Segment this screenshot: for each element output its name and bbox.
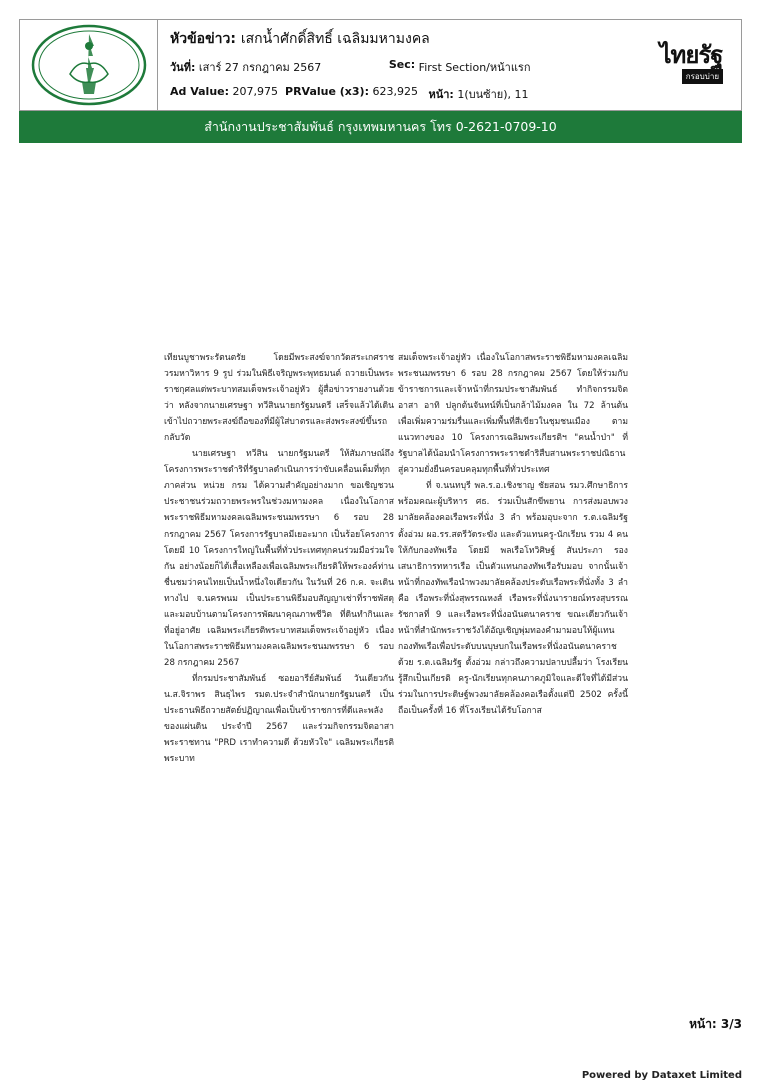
article-column-left (164, 350, 394, 767)
paragraph: นายเศรษฐา ทวีสิน นายกรัฐมนตรี ให้สัมภาษณ์ถึงโครงการพระราชดำริที่รัฐบาลดำเนินการว่าขับเคลื่อนเต็มที่ทุกภาคส่วน หน่วย กรม ได้ความสำคัญอย่างมาก ขอเชิญชวนประชาชนร่วมถวายพระพรในช่วงมหามงคล เนื่องในโอกาสพระราชพิธีมหามงคลเฉลิมพระชนมพรรษา 6 รอบ 28 กรกฎาคม 2567 โครงการรัฐบาลมีเยอะมาก เป็นร้อยโครงการ โดยมี 10 โครงการใหญ่ในพื้นที่ทั่วประเทศทุกคนร่วมมือร่วมใจกัน อย่างน้อยก็ได้เสื้อเหลืองเพื่อเฉลิมพระเกียรติให้พระองค์ท่าน ชื่นชมว่าคนไทยเป็นน้ำหนึ่งใจเดียวกัน ในวันที่ 26 ก.ค. จะเดินทางไป จ.นครพนม เป็นประธานพิธีมอบสัญญาเช่าที่ราชพัสดุและมอบบ้านตามโครงการพัฒนาคุณภาพชีวิต ที่ดินทำกินและที่อยู่อาศัย เฉลิมพระเกียรติพระบาทสมเด็จพระเจ้าอยู่หัว เนื่องในโอกาสพระราชพิธีมหามงคลเฉลิมพระชนมพรรษา 6 รอบ 28 กรกฎาคม 2567 (164, 449, 394, 668)
news-date: เสาร์ 27 กรกฎาคม 2567 (198, 61, 322, 74)
pr-value: 623,925 (372, 85, 418, 98)
paragraph: สมเด็จพระเจ้าอยู่หัว เนื่องในโอกาสพระราชพิธีมหามงคลเฉลิมพระชนมพรรษา 6 รอบ 28 กรกฎาคม 2567 โดยให้ร่วมกับข้าราชการและเจ้าหน้าที่กรมประชาสัมพันธ์ ทำกิจกรรมจิตอาสา อาทิ ปลูกต้นจันทน์ที่เป็นกล้าไม้มงคล ใน 72 ล้านต้น เพื่อเพิ่มความร่มรื่นและเพิ่มพื้นที่สีเขียวในชุมชนเมือง ตามแนวทางของ 10 โครงการเฉลิมพระเกียรติฯ "คนน้ำป่า" ที่รัฐบาลได้น้อมนำโครงการพระราชดำริสืบสานพระราชปณิธาน สู่ความยั่งยืนครอบคลุมทุกพื้นที่ทั่วประเทศ (398, 353, 628, 476)
paragraph: ที่กรมประชาสัมพันธ์ ซอยอารีย์สัมพันธ์ วันเดียวกัน น.ส.จิราพร สินธุไพร รมต.ประจำสำนักนายกรัฐมนตรี เป็นประธานพิธีถวายสัตย์ปฏิญาณเพื่อเป็นข้าราชการที่ดีและพลังของแผ่นดิน ประจำปี 2567 และร่วมกิจกรรมจิตอาสาพระราชทาน "PRD เราทำความดี ด้วยหัวใจ" เฉลิมพระเกียรติพระบาท (164, 673, 394, 765)
title-label: หัวข้อข่าว: (170, 31, 236, 47)
paragraph: เทียนบูชาพระรัตนตรัย โดยมีพระสงฆ์จากวัดสระเกศราชวรมหาวิหาร 9 รูป ร่วมในพิธีเจริญพระพุทธมนต์ ถวายเป็นพระราชกุศลแด่พระบาทสมเด็จพระเจ้าอยู่หัว ผู้สื่อข่าวรายงานด้วยว่า หลังจากนายเศรษฐา ทวีสินนายกรัฐมนตรี เสร็จแล้วได้เดินเข้าไปถวายพระสงฆ์ถือของที่มีผู้ใส่บาตรและส่งพระสงฆ์ขึ้นรถกลับวัด (164, 353, 394, 444)
page-value: 1(บนซ้าย), 11 (457, 88, 529, 101)
newspaper-name: ไทยรัฐ (659, 41, 723, 69)
contact-banner: สำนักงานประชาสัมพันธ์ กรุงเทพมหานคร โทร 0-2621-0709-10 (19, 111, 742, 143)
page-label: หน้า: (428, 88, 454, 101)
article-column-right (398, 350, 628, 719)
bma-seal-icon (30, 24, 148, 106)
newspaper-logo (651, 42, 731, 84)
ad-value-label: Ad Value: (170, 85, 230, 98)
clipping-header (19, 19, 742, 111)
news-title: เสกน้ำศักดิ์สิทธิ์ เฉลิมมหามงคล (240, 31, 430, 47)
bma-emblem (20, 20, 158, 110)
section-label: Sec: (388, 58, 416, 71)
date-label: วันที่: (170, 61, 196, 74)
pr-value-label: PRValue (x3): (285, 85, 369, 98)
page-indicator: หน้า: 3/3 (689, 1017, 742, 1031)
news-section: First Section/หน้าแรก (418, 61, 531, 74)
edition-badge: กรอบบ่าย (682, 69, 723, 84)
paragraph: ที่ จ.นนทบุรี พล.ร.อ.เชิงชาญ ชัยสอน รมว.ศึกษาธิการ พร้อมคณะผู้บริหาร ศธ. ร่วมเป็นสักขีพยาน การส่งมอบพวงมาลัยคล้องคอเรือพระที่นั่ง 3 ลำ พร้อมอุบะจาก ร.ต.เฉลิมรัฐ ตั้งอ่วม ผอ.รร.สตรีวัดระฆัง และตัวแทนครู-นักเรียน รวม 4 คน ให้กับกองทัพเรือ โดยมี พลเรือโทวิศิษฐ์ สันประภา รองเสนาธิการทหารเรือ เป็นตัวแทนกองทัพเรือรับมอบ จากนั้นเจ้าหน้าที่กองทัพเรือนำพวงมาลัยคล้องประดับเรือพระที่นั่งทั้ง 3 ลำ คือ เรือพระที่นั่งสุพรรณหงส์ เรือพระที่นั่งนารายณ์ทรงสุบรรณรัชกาลที่ 9 และเรือพระที่นั่งอนันตนาคราช ขณะเดียวกันเจ้าหน้าที่สำนักพระราชวังได้อัญเชิญพุ่มทองคำมามอบให้ผู้แทนกองทัพเรือเพื่อประดับบนบุษบกในเรือพระที่นั่งอนันตนาคราชด้วย ร.ต.เฉลิมรัฐ ตั้งอ่วม กล่าวถึงความปลาบปลื้มว่า โรงเรียนรู้สึกเป็นเกียรติ ครู-นักเรียนทุกคนภาคภูมิใจและดีใจที่ได้มีส่วนร่วมในการประดิษฐ์พวงมาลัยคล้องคอเรือตั้งแต่ปี 2502 ครั้งนี้ถือเป็นครั้งที่ 16 ที่โรงเรียนได้รับโอกาส (398, 481, 628, 717)
ad-value: 207,975 (232, 85, 279, 98)
footer-credit: Powered by Dataxet Limited (581, 1070, 742, 1081)
